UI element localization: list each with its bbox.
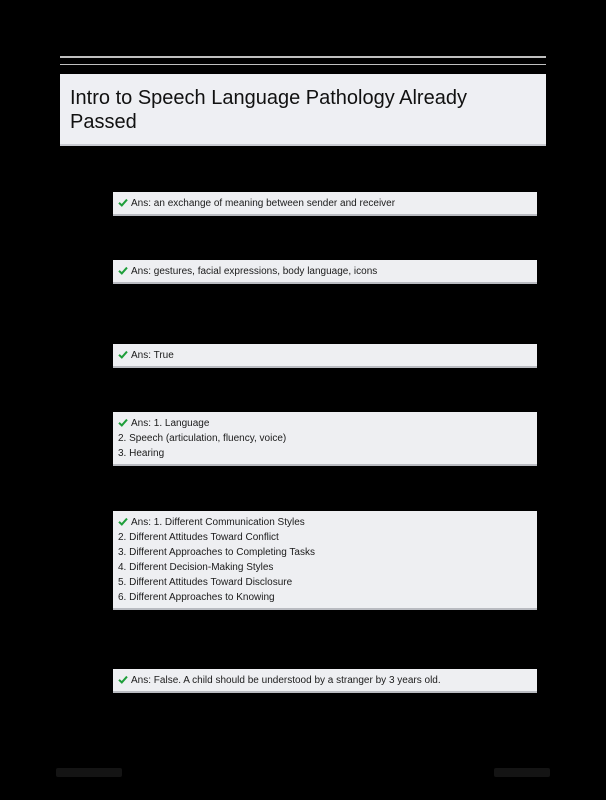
answer-prefix: Ans: (131, 266, 154, 277)
answer-box-4 (113, 412, 537, 466)
answer-text: gestures, facial expressions, body language, icons (153, 266, 378, 277)
answer-box-1 (113, 192, 537, 216)
answer-prefix: Ans: (131, 675, 154, 686)
footer-right-redacted (494, 768, 550, 777)
answer-box-5 (113, 511, 537, 610)
answer-line (118, 515, 532, 530)
footer-left-redacted (56, 768, 122, 777)
answer-text: 1. Different Communication Styles (153, 517, 305, 528)
answer-line (118, 348, 532, 363)
answer-line (118, 264, 532, 279)
answer-box-6 (113, 669, 537, 693)
answer-text: False. A child should be understood by a stranger by 3 years old. (153, 675, 441, 686)
answer-line (118, 416, 532, 431)
check-icon (118, 266, 128, 275)
answer-prefix: Ans: (131, 517, 154, 528)
answer-prefix: Ans: (131, 198, 154, 209)
answer-text: an exchange of meaning between sender and receiver (153, 198, 396, 209)
answer-line: 3. Different Approaches to Completing Tasks (118, 547, 315, 558)
answer-line: 5. Different Attitudes Toward Disclosure (118, 577, 293, 588)
answer-prefix: Ans: (131, 350, 154, 361)
header-rule (60, 56, 546, 65)
answer-line: 6. Different Approaches to Knowing (118, 592, 275, 603)
answer-line: 3. Hearing (118, 448, 165, 459)
answer-line (118, 673, 532, 688)
check-icon (118, 198, 128, 207)
answer-box-2 (113, 260, 537, 284)
answer-box-3 (113, 344, 537, 368)
answer-line: 2. Speech (articulation, fluency, voice) (118, 433, 287, 444)
page-title: Intro to Speech Language Pathology Already Passed (70, 87, 467, 133)
title-box (60, 74, 546, 146)
answer-line: 4. Different Decision-Making Styles (118, 562, 274, 573)
answer-text: 1. Language (153, 418, 210, 429)
answer-line (118, 196, 532, 211)
answer-line: 2. Different Attitudes Toward Conflict (118, 532, 279, 543)
answer-prefix: Ans: (131, 418, 154, 429)
check-icon (118, 517, 128, 526)
answer-text: True (153, 350, 174, 361)
check-icon (118, 350, 128, 359)
check-icon (118, 675, 128, 684)
check-icon (118, 418, 128, 427)
